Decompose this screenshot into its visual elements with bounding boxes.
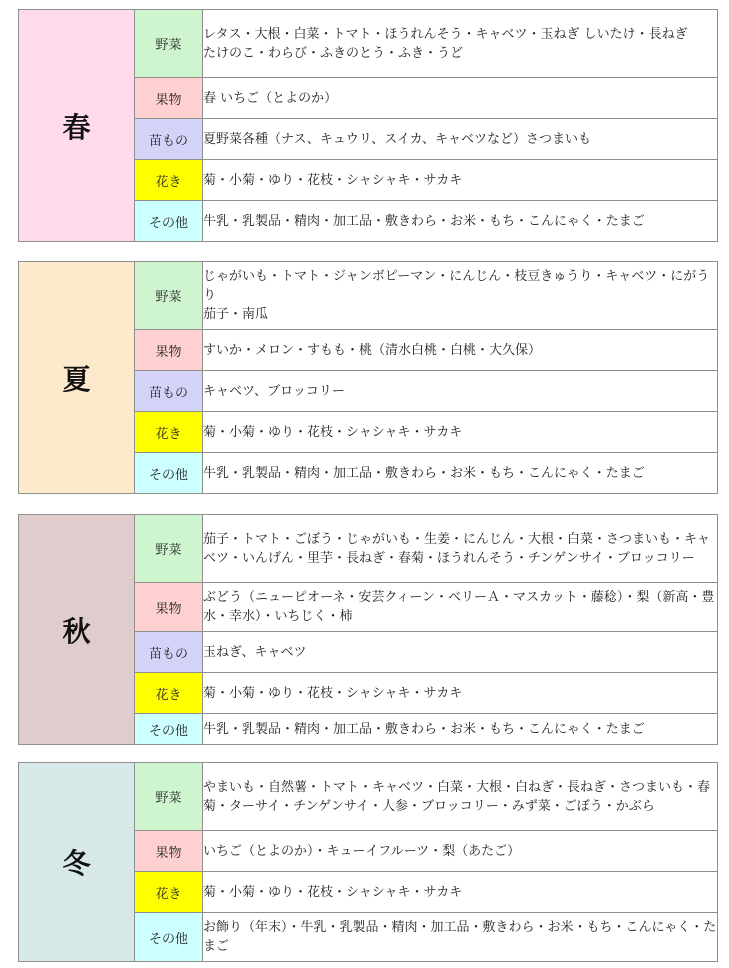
items-line: すいか・メロン・すもも・桃（清水白桃・白桃・大久保） (203, 342, 542, 358)
items-line: ぶどう（ニューピオーネ・安芸クィーン・ベリーＡ・マスカット・藤稔）・梨（新高・豊水・幸水）・いちじく・柿 (203, 590, 715, 624)
category-label: 苗もの (135, 632, 203, 673)
items-line: やまいも・自然薯・トマト・キャベツ・白菜・大根・白ねぎ・長ねぎ・さつまいも・春菊・ターサイ・チンゲンサイ・人参・ブロッコリー・みず菜・ごぼう・かぶら (203, 779, 711, 814)
category-label: 花き (135, 160, 203, 201)
season-table-winter (18, 762, 718, 962)
items-line: 牛乳・乳製品・精肉・加工品・敷きわら・お米・もち・こんにゃく・たまご (203, 721, 645, 737)
items-cell (203, 330, 718, 371)
items-line: 春 いちご（とよのか） (203, 90, 338, 106)
items-cell (203, 714, 718, 745)
items-cell (203, 763, 718, 831)
items-cell (203, 673, 718, 714)
items-line: たけのこ・わらび・ふきのとう・ふき・うど (203, 45, 464, 61)
items-line: キャベツ、ブロッコリー (203, 383, 345, 399)
category-label: その他 (135, 913, 203, 962)
items-line: 牛乳・乳製品・精肉・加工品・敷きわら・お米・もち・こんにゃく・たまご (203, 213, 645, 229)
category-label: その他 (135, 453, 203, 494)
items-line: お飾り（年末）・牛乳・乳製品・精肉・加工品・敷きわら・お米・もち・こんにゃく・たまご (203, 920, 717, 954)
category-label: 花き (135, 673, 203, 714)
category-label: 苗もの (135, 119, 203, 160)
items-cell (203, 262, 718, 330)
season-label: 冬 (19, 763, 135, 962)
items-cell (203, 119, 718, 160)
items-line: 牛乳・乳製品・精肉・加工品・敷きわら・お米・もち・こんにゃく・たまご (203, 465, 645, 481)
items-line: じゃがいも・トマト・ジャンボピーマン・にんじん・枝豆きゅうり・キャベツ・にがうり (203, 269, 710, 303)
category-label: 花き (135, 872, 203, 913)
category-label: その他 (135, 201, 203, 242)
items-cell (203, 371, 718, 412)
category-label: 野菜 (135, 10, 203, 78)
category-label: 苗もの (135, 371, 203, 412)
season-table-autumn (18, 514, 718, 745)
items-cell (203, 160, 718, 201)
items-line: 菊・小菊・ゆり・花枝・シャシャキ・サカキ (203, 424, 463, 440)
items-line: 菊・小菊・ゆり・花枝・シャシャキ・サカキ (203, 884, 463, 900)
items-line: 夏野菜各種（ナス、キュウリ、スイカ、キャベツなど）さつまいも (203, 131, 592, 147)
items-line: 菊・小菊・ゆり・花枝・シャシャキ・サカキ (203, 172, 463, 188)
category-label: 花き (135, 412, 203, 453)
season-label: 秋 (19, 515, 135, 745)
season-label: 夏 (19, 262, 135, 494)
season-table-summer (18, 261, 718, 494)
items-cell (203, 872, 718, 913)
items-line: いちご（とよのか）・キューイフルーツ・梨（あたご） (203, 843, 521, 859)
category-label: 果物 (135, 330, 203, 371)
items-line: 玉ねぎ、キャベツ (203, 644, 307, 660)
category-label: 野菜 (135, 515, 203, 583)
items-cell (203, 201, 718, 242)
items-line: 菊・小菊・ゆり・花枝・シャシャキ・サカキ (203, 685, 463, 701)
items-line: 茄子・南瓜 (203, 307, 269, 322)
category-label: 野菜 (135, 763, 203, 831)
items-cell (203, 583, 718, 632)
items-cell (203, 78, 718, 119)
items-line: レタス・大根・白菜・トマト・ほうれんそう・キャベツ・玉ねぎ しいたけ・長ねぎ (203, 26, 688, 42)
items-line: 茄子・トマト・ごぼう・じゃがいも・生姜・にんじん・大根・白菜・さつまいも・キャベツ・いんげん・里芋・長ねぎ・春菊・ほうれんそう・チンゲンサイ・ブロッコリー (203, 531, 711, 566)
category-label: 果物 (135, 831, 203, 872)
items-cell (203, 913, 718, 962)
category-label: その他 (135, 714, 203, 745)
items-cell (203, 10, 718, 78)
items-cell (203, 453, 718, 494)
category-label: 野菜 (135, 262, 203, 330)
category-label: 果物 (135, 583, 203, 632)
items-cell (203, 632, 718, 673)
season-table-spring (18, 9, 718, 242)
category-label: 果物 (135, 78, 203, 119)
items-cell (203, 515, 718, 583)
items-cell (203, 412, 718, 453)
season-label: 春 (19, 10, 135, 242)
items-cell (203, 831, 718, 872)
